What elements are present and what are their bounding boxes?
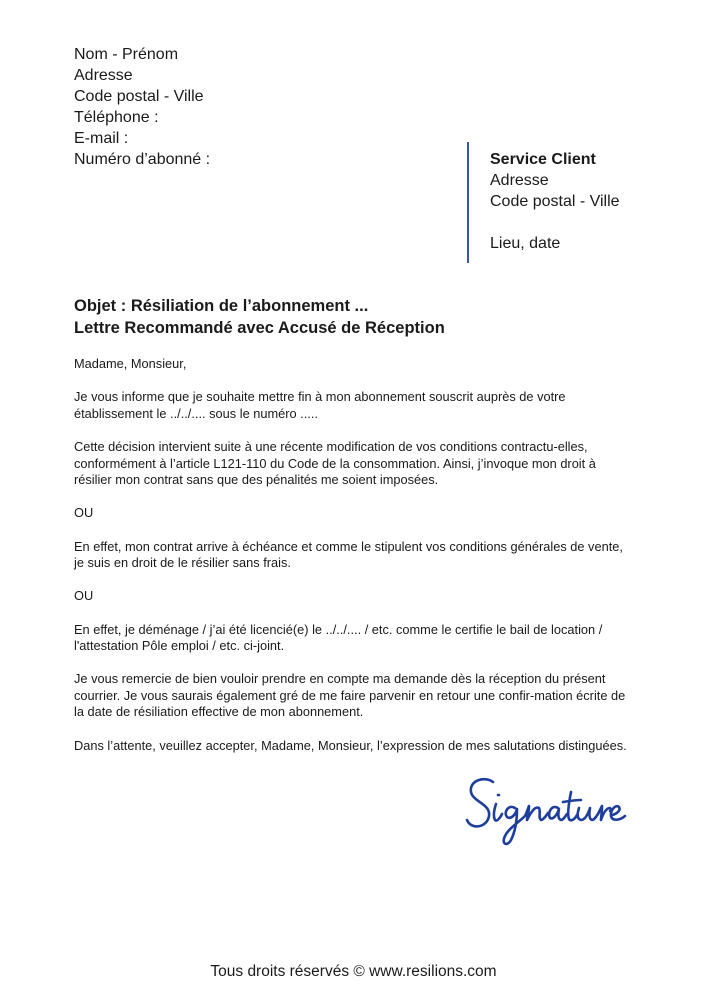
recipient-block [490,149,620,254]
paragraph-or-1: OU [74,505,94,521]
sender-name: Nom - Prénom [74,46,179,63]
place-date: Lieu, date [490,235,561,252]
sender-email: E-mail : [74,130,129,147]
paragraph-thanks: Je vous remercie de bien vouloir prendre en compte ma demande dès la réception du présent courrier. Je vous saurais également gré de me faire parvenir en retour une confir-mation écrite de la date de résiliation effective de mon abonnement. [74,671,626,720]
recipient-divider [467,142,469,263]
paragraph-expiry: En effet, mon contrat arrive à échéance et comme le stipulent vos conditions générales de vente, je suis en droit de le résilier sans frais. [74,538,623,571]
sender-address: Adresse [74,67,133,84]
recipient-name: Service Client [490,151,596,168]
paragraph-moving: En effet, je déménage / j’ai été licencié(e) le ../../.... / etc. comme le certifie le bail de location / l'attestation Pôle emploi / etc. ci-joint. [74,621,603,654]
sender-block [74,44,210,170]
recipient-city: Code postal - Ville [490,193,620,210]
salutation: Madame, Monsieur, [74,356,187,371]
subject-line: Objet : Résiliation de l’abonnement ... [74,297,369,315]
footer-copyright: Tous droits réservés © www.resilions.com [210,963,497,980]
paragraph-intent: Je vous informe que je souhaite mettre fin à mon abonnement souscrit auprès de votre établissement le ../../.... sous le numéro ..... [74,389,566,421]
subject-block [74,295,445,339]
recipient-address: Adresse [490,172,549,189]
registered-mail-line: Lettre Recommandé avec Accusé de Réception [74,319,445,337]
sender-city: Code postal - Ville [74,88,204,105]
sender-subscriber-number: Numéro d’abonné : [74,151,211,168]
signature-image [463,770,635,850]
letter-body [74,356,634,771]
sender-phone: Téléphone : [74,109,159,126]
signature-icon [463,770,635,850]
paragraph-contract-change: Cette décision intervient suite à une récente modification de vos conditions contractu-elles, conformément à l’article L121-110 du Code de la consommation. Ainsi, j’invoque mon droit à résilier mon contrat sans que des pénalités me soient imposées. [74,438,596,488]
paragraph-or-2: OU [74,588,94,604]
paragraph-closing: Dans l’attente, veuillez accepter, Madame, Monsieur, l’expression de mes salutations distinguées. [74,737,627,753]
